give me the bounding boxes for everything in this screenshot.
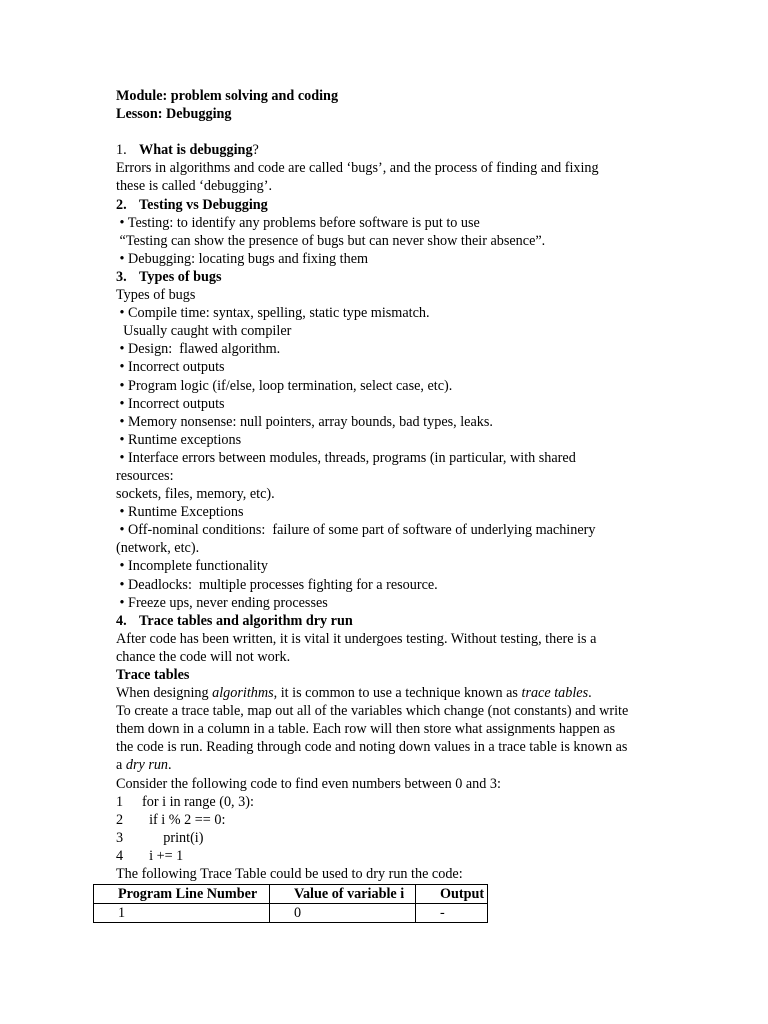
code-line-number: 1: [116, 793, 124, 810]
list-line: • Freeze ups, never ending processes: [116, 594, 328, 611]
list-line: sockets, files, memory, etc).: [116, 486, 275, 503]
list-line: • Memory nonsense: null pointers, array bounds, bad types, leaks.: [116, 413, 493, 430]
lesson-title: Lesson: Debugging: [116, 106, 232, 123]
list-line: • Runtime Exceptions: [116, 504, 244, 521]
code-line: [116, 847, 716, 865]
code-text: for i in range (0, 3):: [142, 793, 254, 810]
code-line-number: 2: [116, 811, 124, 828]
subheading-trace-tables: Trace tables: [116, 667, 190, 683]
list-line: • Off-nominal conditions: failure of some part of software of underlying machinery: [116, 522, 596, 539]
spacer: [116, 123, 716, 141]
bullet-line: • Testing: to identify any problems before software is put to use: [116, 214, 480, 231]
paragraph-line: the code is run. Reading through code and noting down values in a trace table is known as: [116, 739, 628, 756]
list-line: • Incorrect outputs: [116, 395, 225, 412]
table-cell: 1: [94, 904, 270, 923]
list-line: • Incomplete functionality: [116, 558, 268, 575]
quote-line: “Testing can show the presence of bugs but can never show their absence”.: [116, 232, 546, 249]
list-line: • Interface errors between modules, threads, programs (in particular, with shared: [116, 449, 576, 466]
paragraph-line: a dry run.: [116, 757, 172, 774]
paragraph-line: Errors in algorithms and code are called ‘bugs’, and the process of finding and fixing: [116, 160, 599, 177]
list-line: • Incorrect outputs: [116, 359, 225, 376]
document-page: [116, 87, 716, 883]
code-line-number: 4: [116, 847, 124, 864]
paragraph-line: After code has been written, it is vital it undergoes testing. Without testing, there is a: [116, 630, 597, 647]
code-line-number: 3: [116, 829, 124, 846]
code-text: print(i): [142, 829, 204, 846]
paragraph-line: Consider the following code to find even numbers between 0 and 3:: [116, 775, 501, 792]
code-line: [116, 829, 716, 847]
list-line: • Deadlocks: multiple processes fighting for a resource.: [116, 576, 438, 593]
paragraph-line: To create a trace table, map out all of the variables which change (not constants) and write: [116, 703, 629, 720]
section-heading-3: 3. Types of bugs: [116, 268, 222, 285]
code-text: i += 1: [142, 847, 184, 864]
code-text: if i % 2 == 0:: [142, 811, 226, 828]
table-row: [94, 904, 488, 923]
table-cell: -: [416, 904, 488, 923]
section-heading-1: 1. What is debugging?: [116, 142, 259, 159]
list-line: resources:: [116, 467, 174, 484]
list-line: • Design: flawed algorithm.: [116, 341, 281, 358]
table-header-row: [94, 885, 488, 904]
paragraph-line: When designing algorithms, it is common to use a technique known as trace tables.: [116, 685, 592, 702]
paragraph-line: chance the code will not work.: [116, 648, 291, 665]
paragraph-line: them down in a column in a table. Each row will then store what assignments happen as: [116, 721, 616, 738]
column-header: Program Line Number: [94, 885, 270, 904]
table-cell: 0: [270, 904, 416, 923]
list-line: • Compile time: syntax, spelling, static type mismatch.: [116, 305, 430, 322]
code-line: [116, 811, 716, 829]
module-title: Module: problem solving and coding: [116, 88, 339, 104]
paragraph-line: The following Trace Table could be used to dry run the code:: [116, 866, 463, 883]
section-heading-2: 2. Testing vs Debugging: [116, 196, 268, 213]
list-line: Usually caught with compiler: [116, 323, 292, 340]
list-line: • Runtime exceptions: [116, 431, 242, 448]
list-line: • Program logic (if/else, loop termination, select case, etc).: [116, 377, 453, 394]
trace-table: [93, 884, 488, 923]
list-line: Types of bugs: [116, 287, 196, 304]
paragraph-line: these is called ‘debugging’.: [116, 178, 273, 195]
bullet-line: • Debugging: locating bugs and fixing them: [116, 250, 369, 267]
code-line: [116, 793, 716, 811]
column-header: Output: [416, 885, 488, 904]
section-heading-4: 4. Trace tables and algorithm dry run: [116, 612, 353, 629]
column-header: Value of variable i: [270, 885, 416, 904]
list-line: (network, etc).: [116, 540, 200, 557]
